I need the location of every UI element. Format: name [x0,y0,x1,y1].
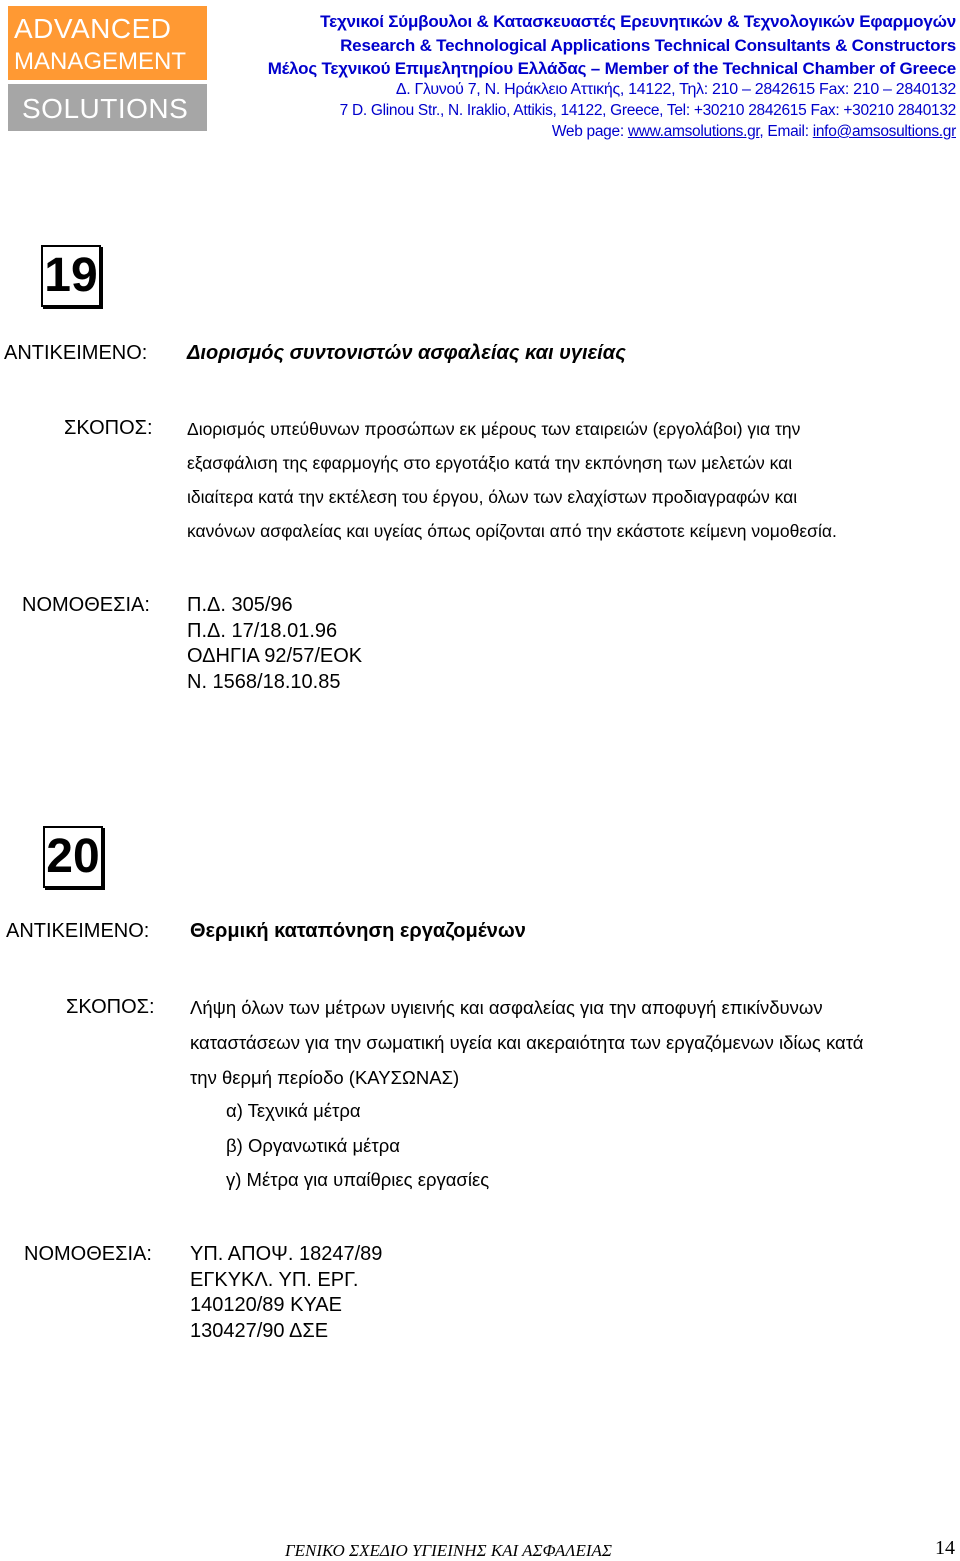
purpose-line: κανόνων ασφαλείας και υγείας όπως ορίζονται από την εκάστοτε κείμενη νομοθεσία. [187,521,837,541]
measure-item: β) Οργανωτικά μέτρα [226,1135,400,1156]
purpose-line: ιδιαίτερα κατά την εκτέλεση του έργου, όλων των ελαχίστων προδιαγραφών και [187,487,798,507]
web-label: Web page: [551,123,628,140]
logo-line-management: MANAGEMENT [14,48,187,75]
section-number-20: 20 [43,826,103,888]
purpose-text [190,990,863,1095]
legislation-item: ΕΓΚΥΚΛ. ΥΠ. ΕΡΓ. [190,1268,359,1291]
purpose-line: Διορισμός υπεύθυνων προσώπων εκ μέρους των εταιρειών (εργολάβοι) για την [187,419,801,439]
legislation-list [190,1242,382,1344]
subject-title: Θερμική καταπόνηση εργαζομένων [190,920,526,942]
logo-line-advanced: ADVANCED [14,13,172,44]
legislation-item: 130427/90 ΔΣΕ [190,1319,329,1342]
footer-title: ΓΕΝΙΚΟ ΣΧΕΔΙΟ ΥΓΙΕΙΝΗΣ ΚΑΙ ΑΣΦΑΛΕΙΑΣ [285,1541,613,1560]
legislation-label: ΝΟΜΟΘΕΣΙΑ: [24,1243,152,1265]
measure-item: γ) Μέτρα για υπαίθριες εργασίες [226,1169,490,1190]
purpose-line: καταστάσεων για την σωματική υγεία και ακεραιότητα των εργαζόμενων ιδίως κατά [190,1032,864,1053]
header-english-title: Research & Technological Applications Technical Consultants & Constructors [340,36,956,55]
purpose-line: εξασφάλιση της εφαρμογής στο εργοτάξιο κατά την εκπόνηση των μελετών και [187,453,793,473]
subject-label: ΑΝΤΙΚΕΙΜΕΝΟ: [6,920,150,942]
header-address-english: 7 D. Glinou Str., N. Iraklio, Attikis, 14122, Greece, Tel: +30210 2842615 Fax: +30210 2840132 [339,102,956,119]
legislation-item: 140120/89 ΚΥΑΕ [190,1294,342,1316]
legislation-item: ΟΔΗΓΙΑ 92/57/ΕΟΚ [187,645,363,667]
measure-item: α) Τεχνικά μέτρα [226,1100,361,1121]
logo-line-solutions: SOLUTIONS [22,93,189,124]
header-contact-line [552,123,956,141]
email-label: , Email: [759,123,813,140]
company-logo-bottom [8,84,207,131]
header-address-greek: Δ. Γλυνού 7, Ν. Ηράκλειο Αττικής, 14122, Τηλ: 210 – 2842615 Fax: 210 – 2840132 [395,81,956,98]
legislation-label: ΝΟΜΟΘΕΣΙΑ: [22,594,150,616]
legislation-item: Π.Δ. 17/18.01.96 [187,619,338,642]
email-link[interactable]: info@amsosultions.gr [812,123,956,140]
section-number-19: 19 [41,245,101,307]
legislation-item: ΥΠ. ΑΠΟΨ. 18247/89 [190,1243,383,1265]
header-chamber-member: Μέλος Τεχνικού Επιμελητηρίου Ελλάδας – Member of the Technical Chamber of Greece [267,59,956,78]
purpose-label: ΣΚΟΠΟΣ: [64,417,153,439]
purpose-label: ΣΚΟΠΟΣ: [66,996,155,1018]
purpose-text [187,412,837,548]
website-link[interactable]: www.amsolutions.gr [627,123,760,140]
purpose-line: την θερμή περίοδο (ΚΑΥΣΩΝΑΣ) [190,1067,460,1088]
purpose-line: Λήψη όλων των μέτρων υγιεινής και ασφαλείας για την αποφυγή επικίνδυνων [190,997,823,1018]
legislation-list [187,593,362,695]
company-logo [8,6,207,80]
header-greek-title: Τεχνικοί Σύμβουλοι & Κατασκευαστές Ερευνητικών & Τεχνολογικών Εφαρμογών [320,12,956,31]
subject-label: ΑΝΤΙΚΕΙΜΕΝΟ: [4,342,148,364]
legislation-item: Ν. 1568/18.10.85 [187,670,341,693]
page-number: 14 [935,1537,955,1559]
subject-title: Διορισμός συντονιστών ασφαλείας και υγιείας [187,342,626,364]
legislation-item: Π.Δ. 305/96 [187,594,293,616]
